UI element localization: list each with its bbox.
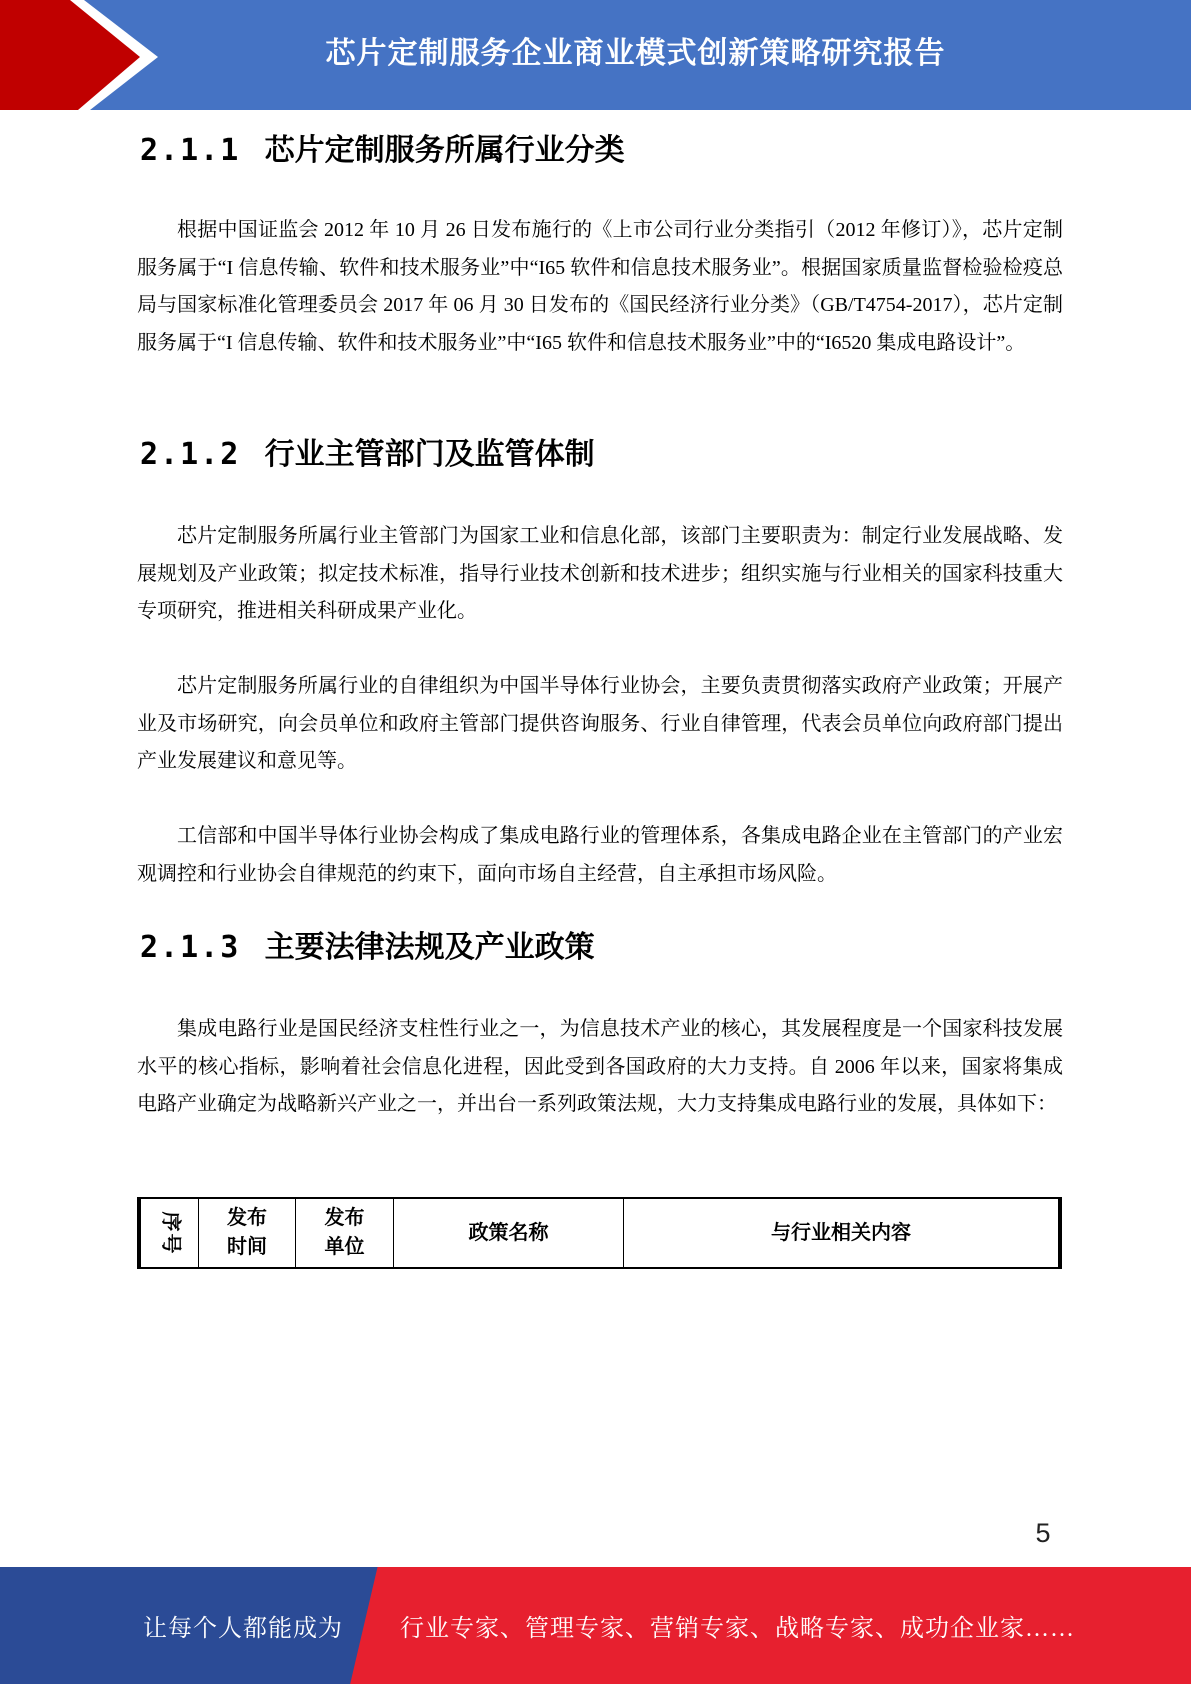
label: 政策名称 xyxy=(468,1221,549,1244)
label-line-2: 单位 xyxy=(324,1236,365,1258)
section-heading-2-1-2 xyxy=(140,436,595,474)
policy-table-header-publish-date xyxy=(199,1199,296,1267)
paragraph-policy-intro: 集成电路行业是国民经济支柱性行业之一，为信息技术产业的核心，其发展程度是一个国家科技发展水平的核心指标，影响着社会信息化进程，因此受到各国政府的大力支持。自 2006 年以来，国家将集成电路产业确定为战略新兴产业之一，并出台一系列政策法规，大力支持集成电路行业的发展，具体如下： xyxy=(137,1018,1063,1115)
policy-table-header-policy-name xyxy=(394,1199,624,1267)
label: 与行业相关内容 xyxy=(771,1221,911,1244)
section-number: 2.1.3 xyxy=(140,930,241,965)
section-title: 主要法律法规及产业政策 xyxy=(264,931,595,964)
footer-slogan-right: 行业专家、管理专家、营销专家、战略专家、成功企业家…… xyxy=(400,1616,1075,1642)
section-heading-2-1-3 xyxy=(140,929,595,967)
policy-table-header-related-content xyxy=(624,1199,1058,1267)
footer-slogan-left: 让每个人都能成为 xyxy=(143,1616,343,1642)
page-number: 5 xyxy=(1035,1518,1051,1548)
section-number: 2.1.1 xyxy=(140,133,241,168)
label-line-1: 发布 xyxy=(324,1207,365,1229)
report-title: 芯片定制服务企业商业模式创新策略研究报告 xyxy=(325,37,946,70)
serial-label-rotated: 序号 xyxy=(159,1211,181,1255)
label-line-1: 发布 xyxy=(227,1207,267,1229)
paragraph-industry-classification: 根据中国证监会 2012 年 10 月 26 日发布施行的《上市公司行业分类指引（2012 年修订）》，芯片定制服务属于“I 信息传输、软件和技术服务业”中“I65 软件和信息技术服务业”。根据国家质量监督检验检疫总局与国家标准化管理委员会 2017 年 06 月 30 日发布的《国民经济行业分类》（GB/T4754-2017），芯片定制服务属于“I 信息传输、软件和技术服务业”中“I65 软件和信息技术服务业”中的“I6520 集成电路设计”。 xyxy=(137,219,1063,354)
page-footer xyxy=(0,1567,1191,1684)
page-header-banner xyxy=(0,0,1191,110)
paragraph-association: 芯片定制服务所属行业的自律组织为中国半导体行业协会，主要负责贯彻落实政府产业政策；开展产业及市场研究，向会员单位和政府主管部门提供咨询服务、行业自律管理，代表会员单位向政府部门提出产业发展建议和意见等。 xyxy=(137,675,1063,772)
section-title: 行业主管部门及监管体制 xyxy=(264,438,595,471)
section-title: 芯片定制服务所属行业分类 xyxy=(264,134,625,167)
section-number: 2.1.2 xyxy=(140,437,241,472)
section-heading-2-1-1 xyxy=(140,132,625,170)
policy-table-header-publisher xyxy=(296,1199,394,1267)
paragraph-authority: 芯片定制服务所属行业主管部门为国家工业和信息化部，该部门主要职责为：制定行业发展战略、发展规划及产业政策；拟定技术标准，指导行业技术创新和技术进步；组织实施与行业相关的国家科技重大专项研究，推进相关科研成果产业化。 xyxy=(137,525,1063,622)
label-line-2: 时间 xyxy=(227,1236,267,1258)
paragraph-management-system: 工信部和中国半导体行业协会构成了集成电路行业的管理体系，各集成电路企业在主管部门的产业宏观调控和行业协会自律规范的约束下，面向市场自主经营，自主承担市场风险。 xyxy=(137,825,1063,885)
policy-table-header-row xyxy=(137,1197,1062,1269)
policy-table-header-serial xyxy=(141,1199,199,1267)
